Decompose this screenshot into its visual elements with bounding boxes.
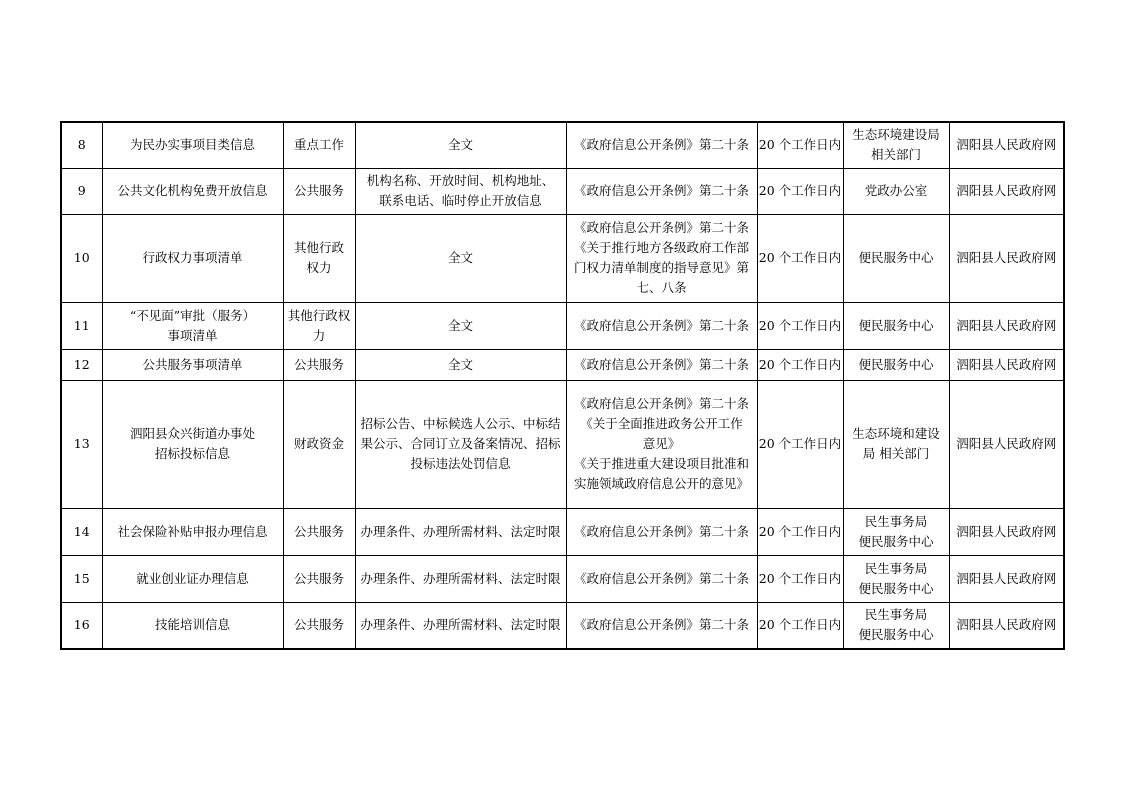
deadline-cell: 20 个工作日内: [757, 555, 843, 602]
disclosure-content-line: 办理条件、办理所需材料、法定时限: [360, 617, 561, 633]
disclosure-content-cell: [355, 508, 566, 555]
row-number-cell: 8: [61, 122, 102, 168]
legal-basis-line: 《政府信息公开条例》第二十条: [573, 220, 749, 235]
legal-basis-cell: [566, 380, 757, 508]
legal-basis-cell: [566, 302, 757, 349]
item-name-cell: [102, 380, 283, 508]
responsible-department-line: 便民服务中心: [858, 627, 934, 643]
deadline-cell: 20 个工作日内: [757, 214, 843, 302]
item-name-cell: [102, 555, 283, 602]
responsible-department-line: 便民服务中心: [858, 356, 934, 372]
item-name-line: 泗阳县众兴街道办事处: [129, 426, 255, 441]
item-name-line: 公共文化机构免费开放信息: [117, 183, 268, 198]
table-row: [61, 602, 1064, 649]
deadline-cell: 20 个工作日内: [757, 380, 843, 508]
legal-basis-line: 意见》: [642, 436, 681, 451]
item-name-line: “不见面”审批（服务）: [129, 307, 256, 323]
table-row: [61, 302, 1064, 349]
legal-basis-line: 门权力清单制度的指导意见》第: [573, 260, 749, 275]
legal-basis-cell: [566, 122, 757, 168]
responsible-department-line: 民生事务局: [864, 560, 928, 576]
disclosure-content-line: 机构名称、开放时间、机构地址、: [366, 173, 555, 188]
category-line: 重点工作: [293, 137, 344, 153]
disclosure-content-cell: [355, 302, 566, 349]
row-number-cell: 13: [61, 380, 102, 508]
legal-basis-cell: [566, 555, 757, 602]
category-cell: [283, 214, 355, 302]
legal-basis-line: 实施领域政府信息公开的意见》: [573, 476, 749, 491]
category-line: 其他行政: [293, 240, 344, 255]
disclosure-content-line: 办理条件、办理所需材料、法定时限: [360, 570, 561, 586]
row-number-cell: 14: [61, 508, 102, 555]
legal-basis-line: 《政府信息公开条例》第二十条: [573, 570, 749, 586]
legal-basis-line: 《政府信息公开条例》第二十条: [573, 523, 749, 539]
category-line: 公共服务: [293, 570, 344, 586]
item-name-line: 公共服务事项清单: [142, 356, 243, 372]
disclosure-channel-cell: 泗阳县人民政府网: [949, 302, 1064, 349]
disclosure-content-line: 果公示、合同订立及备案情况、招标: [360, 436, 561, 451]
row-number-cell: 10: [61, 214, 102, 302]
row-number-cell: 15: [61, 555, 102, 602]
disclosure-content-line: 投标违法处罚信息: [410, 456, 511, 471]
category-line: 公共服务: [293, 523, 344, 539]
disclosure-content-line: 招标公告、中标候选人公示、中标结: [360, 416, 561, 431]
category-cell: [283, 168, 355, 214]
responsible-department-line: 便民服务中心: [858, 580, 934, 596]
item-name-cell: [102, 508, 283, 555]
legal-basis-cell: [566, 508, 757, 555]
disclosure-channel-cell: 泗阳县人民政府网: [949, 555, 1064, 602]
item-name-line: 为民办实事项目类信息: [129, 137, 255, 153]
category-line: 力: [312, 327, 326, 343]
item-name-cell: [102, 302, 283, 349]
deadline-cell: 20 个工作日内: [757, 349, 843, 380]
responsible-department-cell: [843, 380, 949, 508]
responsible-department-line: 相关部门: [870, 147, 921, 163]
disclosure-channel-cell: 泗阳县人民政府网: [949, 214, 1064, 302]
legal-basis-line: 七、八条: [636, 280, 687, 295]
legal-basis-line: 《政府信息公开条例》第二十条: [573, 356, 749, 372]
legal-basis-line: 《政府信息公开条例》第二十条: [573, 396, 749, 411]
responsible-department-line: 党政办公室: [864, 183, 928, 198]
disclosure-content-cell: [355, 555, 566, 602]
disclosure-table: [60, 121, 1065, 650]
category-cell: [283, 122, 355, 168]
category-line: 公共服务: [293, 356, 344, 372]
legal-basis-line: 《政府信息公开条例》第二十条: [573, 617, 749, 633]
deadline-cell: 20 个工作日内: [757, 168, 843, 214]
legal-basis-line: 《政府信息公开条例》第二十条: [573, 183, 749, 198]
legal-basis-cell: [566, 168, 757, 214]
disclosure-content-cell: [355, 602, 566, 649]
table-row: [61, 122, 1064, 168]
item-name-line: 招标投标信息: [154, 446, 230, 461]
category-cell: [283, 555, 355, 602]
disclosure-content-line: 全文: [447, 137, 473, 153]
table-row: [61, 168, 1064, 214]
disclosure-content-cell: [355, 380, 566, 508]
disclosure-content-line: 全文: [447, 317, 473, 333]
responsible-department-line: 便民服务中心: [858, 250, 934, 265]
responsible-department-line: 便民服务中心: [858, 533, 934, 549]
disclosure-content-cell: [355, 168, 566, 214]
category-line: 公共服务: [293, 617, 344, 633]
category-cell: [283, 380, 355, 508]
responsible-department-cell: [843, 122, 949, 168]
responsible-department-cell: [843, 508, 949, 555]
legal-basis-cell: [566, 602, 757, 649]
item-name-cell: [102, 214, 283, 302]
disclosure-channel-cell: 泗阳县人民政府网: [949, 168, 1064, 214]
legal-basis-line: 《关于推进重大建设项目批准和: [573, 456, 749, 471]
item-name-line: 技能培训信息: [154, 617, 230, 633]
category-line: 财政资金: [293, 436, 344, 451]
responsible-department-cell: [843, 214, 949, 302]
disclosure-content-line: 办理条件、办理所需材料、法定时限: [360, 523, 561, 539]
table-row: [61, 380, 1064, 508]
category-cell: [283, 508, 355, 555]
responsible-department-cell: [843, 302, 949, 349]
table-body: [61, 122, 1064, 649]
responsible-department-line: 生态环境和建设: [852, 426, 940, 441]
responsible-department-cell: [843, 168, 949, 214]
deadline-cell: 20 个工作日内: [757, 602, 843, 649]
category-line: 公共服务: [293, 183, 344, 198]
category-cell: [283, 302, 355, 349]
legal-basis-line: 《政府信息公开条例》第二十条: [573, 317, 749, 333]
responsible-department-cell: [843, 602, 949, 649]
deadline-cell: 20 个工作日内: [757, 302, 843, 349]
deadline-cell: 20 个工作日内: [757, 508, 843, 555]
disclosure-channel-cell: 泗阳县人民政府网: [949, 122, 1064, 168]
legal-basis-line: 《关于全面推进政务公开工作: [580, 416, 743, 431]
row-number-cell: 12: [61, 349, 102, 380]
row-number-cell: 9: [61, 168, 102, 214]
item-name-line: 事项清单: [167, 327, 218, 343]
deadline-cell: 20 个工作日内: [757, 122, 843, 168]
category-cell: [283, 349, 355, 380]
disclosure-content-line: 联系电话、临时停止开放信息: [379, 193, 542, 208]
item-name-line: 行政权力事项清单: [142, 250, 243, 265]
legal-basis-line: 《关于推行地方各级政府工作部: [573, 240, 749, 255]
item-name-line: 社会保险补贴申报办理信息: [117, 523, 268, 539]
table-row: [61, 214, 1064, 302]
category-line: 其他行政权: [287, 307, 351, 323]
responsible-department-cell: [843, 349, 949, 380]
row-number-cell: 11: [61, 302, 102, 349]
responsible-department-line: 民生事务局: [864, 513, 928, 529]
disclosure-content-cell: [355, 349, 566, 380]
disclosure-content-line: 全文: [447, 356, 473, 372]
responsible-department-cell: [843, 555, 949, 602]
table-row: [61, 349, 1064, 380]
category-cell: [283, 602, 355, 649]
table-row: [61, 555, 1064, 602]
responsible-department-line: 便民服务中心: [858, 317, 934, 333]
item-name-cell: [102, 349, 283, 380]
row-number-cell: 16: [61, 602, 102, 649]
item-name-cell: [102, 122, 283, 168]
disclosure-channel-cell: 泗阳县人民政府网: [949, 380, 1064, 508]
responsible-department-line: 民生事务局: [864, 607, 928, 623]
legal-basis-cell: [566, 349, 757, 380]
disclosure-content-cell: [355, 214, 566, 302]
legal-basis-line: 《政府信息公开条例》第二十条: [573, 137, 749, 153]
responsible-department-line: 生态环境建设局: [852, 127, 940, 143]
category-line: 权力: [306, 260, 332, 275]
disclosure-content-cell: [355, 122, 566, 168]
disclosure-channel-cell: 泗阳县人民政府网: [949, 508, 1064, 555]
disclosure-channel-cell: 泗阳县人民政府网: [949, 349, 1064, 380]
item-name-line: 就业创业证办理信息: [136, 570, 249, 586]
disclosure-content-line: 全文: [447, 250, 473, 265]
disclosure-channel-cell: 泗阳县人民政府网: [949, 602, 1064, 649]
table-row: [61, 508, 1064, 555]
responsible-department-line: 局 相关部门: [862, 446, 930, 461]
legal-basis-cell: [566, 214, 757, 302]
item-name-cell: [102, 602, 283, 649]
item-name-cell: [102, 168, 283, 214]
